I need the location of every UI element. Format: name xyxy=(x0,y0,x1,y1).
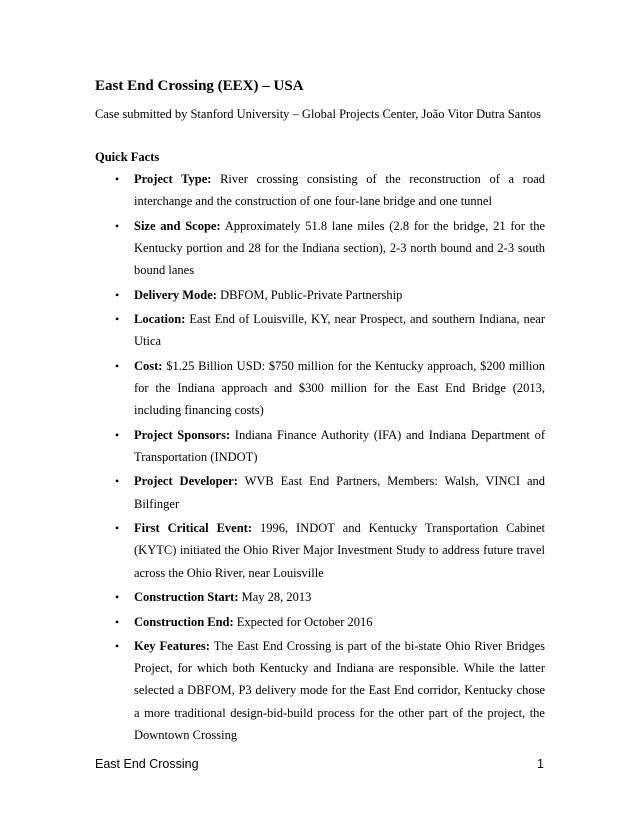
fact-label: Cost: xyxy=(134,358,163,373)
fact-text: DBFOM, Public-Private Partnership xyxy=(220,287,403,302)
bullet-icon: • xyxy=(115,614,120,629)
footer-title: East End Crossing xyxy=(95,757,199,771)
fact-project-developer xyxy=(95,470,545,514)
subtitle: Case submitted by Stanford University – Global Projects Center, João Vitor Dutra Santos xyxy=(95,107,542,121)
fact-text: Expected for October 2016 xyxy=(236,614,373,629)
fact-text: $1.25 Billion USD: $750 million for the Kentucky approach, $200 million for the Indiana approach and $300 million for the East End Bridge (2013, including financing costs) xyxy=(134,358,545,418)
fact-label: Construction End: xyxy=(134,614,234,629)
fact-text: WVB East End Partners, Members: Walsh, VINCI and Bilfinger xyxy=(134,474,546,511)
bullet-icon: • xyxy=(115,312,120,327)
bullet-icon: • xyxy=(115,358,120,373)
fact-text: May 28, 2013 xyxy=(241,590,312,605)
fact-first-critical-event xyxy=(95,517,545,584)
bullet-icon: • xyxy=(115,639,120,654)
fact-text: Approximately 51.8 lane miles (2.8 for the bridge, 21 for the Kentucky portion and 28 for the Indiana section), 2-3 north bound and 2-3 south bound lanes xyxy=(134,218,545,278)
fact-key-features xyxy=(95,635,545,746)
bullet-icon: • xyxy=(115,521,120,536)
bullet-icon: • xyxy=(115,590,120,605)
fact-text: 1996, INDOT and Kentucky Transportation Cabinet (KYTC) initiated the Ohio River Major Investment Study to address future travel across the Ohio River, near Louisville xyxy=(134,521,545,580)
fact-delivery-mode xyxy=(95,284,545,306)
section-heading-quick-facts: Quick Facts xyxy=(95,150,160,164)
fact-text: Indiana Finance Authority (IFA) and Indiana Department of Transportation (INDOT) xyxy=(134,427,545,464)
fact-cost xyxy=(95,355,545,422)
fact-text: The East End Crossing is part of the bi-state Ohio River Bridges Project, for which both Kentucky and Indiana are responsible. While the latter selected a DBFOM, P3 delivery mode for the East End corridor, Kentucky chose a more traditional design-bid-build process for the other part of the project, the Downtown Crossing xyxy=(134,639,545,742)
page-number: 1 xyxy=(537,757,544,771)
fact-project-sponsors xyxy=(95,424,545,468)
bullet-icon: • xyxy=(115,474,120,489)
fact-label: Size and Scope: xyxy=(134,218,221,233)
fact-label: Key Features: xyxy=(134,639,210,654)
bullet-icon: • xyxy=(115,427,120,442)
fact-label: First Critical Event: xyxy=(134,521,252,536)
fact-location xyxy=(95,308,545,352)
fact-text: River crossing consisting of the reconstruction of a road interchange and the construction of one four-lane bridge and one tunnel xyxy=(134,172,545,209)
fact-label: Construction Start: xyxy=(134,590,239,605)
fact-construction-start xyxy=(95,586,545,608)
fact-size-and-scope xyxy=(95,215,545,282)
fact-project-type xyxy=(95,168,545,212)
bullet-icon: • xyxy=(115,218,120,233)
fact-text: East End of Louisville, KY, near Prospect, and southern Indiana, near Utica xyxy=(134,312,545,349)
fact-label: Location: xyxy=(134,312,186,327)
fact-label: Project Type: xyxy=(134,172,212,186)
quick-facts-list xyxy=(95,168,545,748)
page-title: East End Crossing (EEX) – USA xyxy=(95,78,304,94)
fact-construction-end xyxy=(95,611,545,633)
fact-label: Project Developer: xyxy=(134,474,238,489)
bullet-icon: • xyxy=(115,287,120,302)
fact-label: Delivery Mode: xyxy=(134,287,217,302)
fact-label: Project Sponsors: xyxy=(134,427,231,442)
bullet-icon: • xyxy=(115,172,120,186)
